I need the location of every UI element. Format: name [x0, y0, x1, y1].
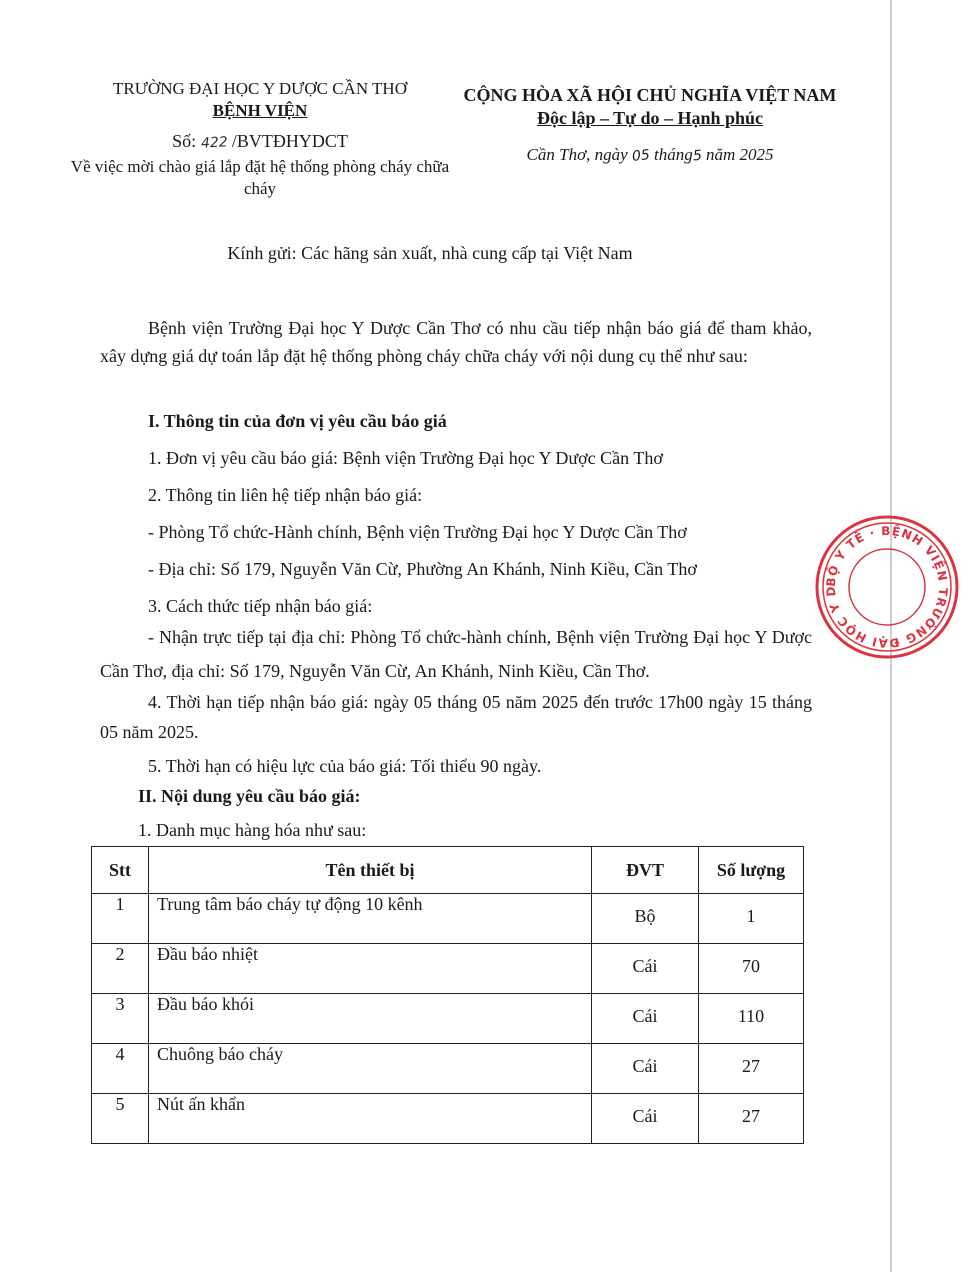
cell-name: Chuông báo cháy	[149, 1044, 592, 1094]
date-day: 05	[631, 147, 651, 165]
issue-date	[440, 145, 860, 165]
table-row	[92, 1044, 804, 1094]
cell-stt: 3	[92, 994, 149, 1044]
table-row	[92, 1094, 804, 1144]
cell-stt: 1	[92, 894, 149, 944]
table-header-row	[92, 847, 804, 894]
cell-name: Đầu báo nhiệt	[149, 944, 592, 994]
national-motto: Độc lập – Tự do – Hạnh phúc	[536, 108, 764, 128]
cell-qty: 27	[699, 1094, 804, 1144]
section-1-item-4: 4. Thời hạn tiếp nhận báo giá: ngày 05 tháng 05 năm 2025 đến trước 17h00 ngày 15 tháng 05 năm 2025.	[100, 692, 812, 742]
table-row	[92, 994, 804, 1044]
document-subject: Về việc mời chào giá lắp đặt hệ thống phòng cháy chữa cháy	[70, 157, 450, 198]
number-suffix: /BVTĐHYDCT	[231, 131, 348, 151]
cell-stt: 2	[92, 944, 149, 994]
cell-unit: Cái	[592, 1094, 699, 1144]
national-header	[440, 85, 860, 165]
organization-name: TRƯỜNG ĐẠI HỌC Y DƯỢC CẦN THƠ	[113, 79, 407, 98]
hospital-seal	[812, 512, 951, 662]
section-2-title: II. Nội dung yêu cầu báo giá:	[138, 786, 361, 806]
table-row	[92, 894, 804, 944]
date-month-label: tháng	[654, 145, 693, 164]
section-1-item-3: 3. Cách thức tiếp nhận báo giá:	[148, 596, 373, 616]
document-number	[60, 130, 460, 154]
seal-text: BỘ Y TẾ · BỆNH VIỆN TRƯỜNG ĐẠI HỌC Y D	[823, 523, 951, 651]
table-row	[92, 944, 804, 994]
issuer-header	[60, 78, 460, 200]
col-header-qty: Số lượng	[699, 847, 804, 894]
date-year: năm 2025	[705, 145, 774, 164]
date-place: Cần Thơ, ngày	[526, 145, 628, 164]
section-1-item-2: 2. Thông tin liên hệ tiếp nhận báo giá:	[148, 485, 423, 505]
section-2-item-1: 1. Danh mục hàng hóa như sau:	[138, 820, 367, 840]
col-header-unit: ĐVT	[592, 847, 699, 894]
number-handwritten: 422	[200, 134, 228, 152]
intro-paragraph: Bệnh viện Trường Đại học Y Dược Cần Thơ có nhu cầu tiếp nhận báo giá để tham khảo, xây dựng giá dự toán lắp đặt hệ thống phòng cháy chữa cháy với nội dung cụ thể như sau:	[100, 318, 812, 366]
unit-name: BỆNH VIỆN	[212, 101, 308, 120]
col-header-name: Tên thiết bị	[149, 847, 592, 894]
nation-title: CỘNG HÒA XÃ HỘI CHỦ NGHĨA VIỆT NAM	[463, 85, 837, 105]
cell-unit: Cái	[592, 994, 699, 1044]
section-1-item-3a: - Nhận trực tiếp tại địa chỉ: Phòng Tổ chức-hành chính, Bệnh viện Trường Đại học Y Dược Cần Thơ, địa chỉ: Số 179, Nguyễn Văn Cừ, An Khánh, Ninh Kiều, Cần Thơ.	[100, 627, 812, 681]
section-1-title: I. Thông tin của đơn vị yêu cầu báo giá	[148, 411, 447, 431]
section-1-item-2b: - Địa chỉ: Số 179, Nguyễn Văn Cừ, Phường An Khánh, Ninh Kiều, Cần Thơ	[148, 559, 697, 579]
number-prefix: Số:	[172, 131, 197, 151]
cell-qty: 1	[699, 894, 804, 944]
cell-qty: 70	[699, 944, 804, 994]
section-1-item-1: 1. Đơn vị yêu cầu báo giá: Bệnh viện Trường Đại học Y Dược Cần Thơ	[148, 448, 663, 468]
cell-name: Đầu báo khói	[149, 994, 592, 1044]
cell-qty: 110	[699, 994, 804, 1044]
cell-unit: Cái	[592, 1044, 699, 1094]
cell-name: Trung tâm báo cháy tự động 10 kênh	[149, 894, 592, 944]
col-header-stt: Stt	[92, 847, 149, 894]
cell-unit: Bộ	[592, 894, 699, 944]
cell-stt: 5	[92, 1094, 149, 1144]
date-month: 5	[691, 147, 703, 165]
cell-qty: 27	[699, 1044, 804, 1094]
seal-stamp-icon	[812, 512, 962, 662]
cell-stt: 4	[92, 1044, 149, 1094]
cell-name: Nút ấn khẩn	[149, 1094, 592, 1144]
section-1-item-2a: - Phòng Tổ chức-Hành chính, Bệnh viện Trường Đại học Y Dược Cần Thơ	[148, 522, 687, 542]
recipient-line: Kính gửi: Các hãng sản xuất, nhà cung cấp tại Việt Nam	[227, 243, 633, 263]
cell-unit: Cái	[592, 944, 699, 994]
goods-table	[91, 846, 804, 1144]
